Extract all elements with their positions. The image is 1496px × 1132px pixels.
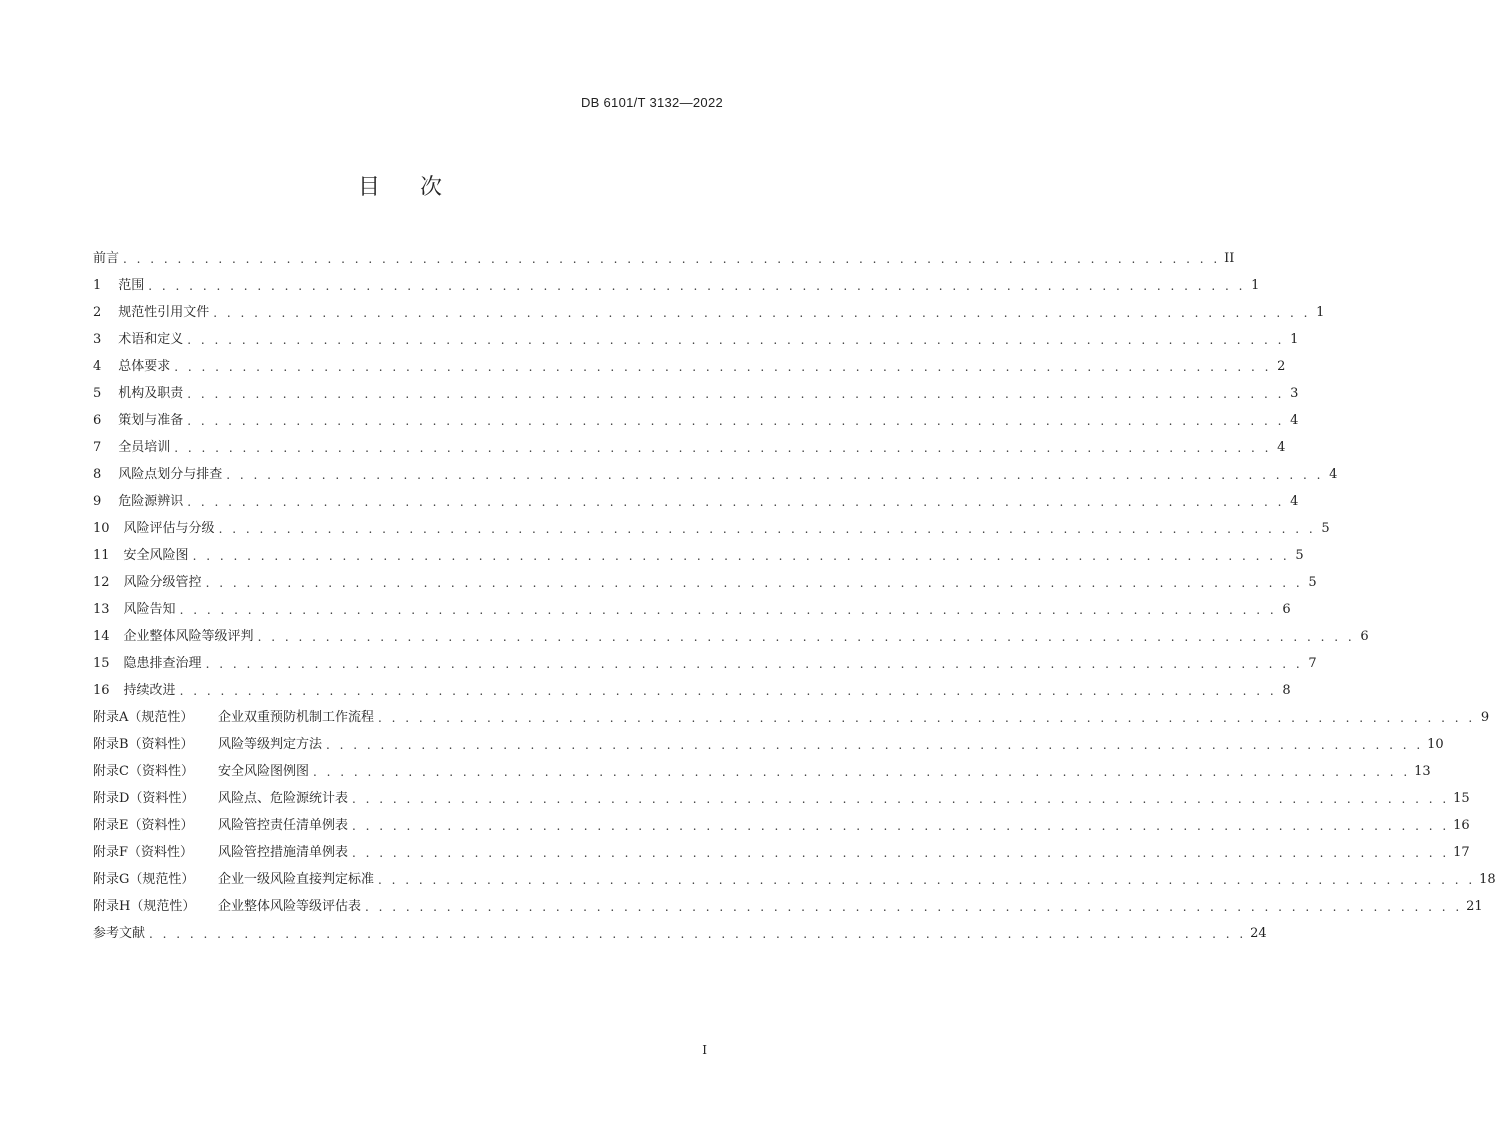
- toc-entry-number: 9: [93, 494, 102, 509]
- toc-leader-dots: . . . . . . . . . . . . . . . . . . . . . . . . . . . . . . . . . . . . . . . . . . . . . . . . . . . . . . . . . . . . . . . . . . . . . . . . . . . . . . . . .: [213, 306, 1311, 320]
- toc-entry-title: 术语和定义: [118, 332, 184, 347]
- toc-entry-title: 风险点、危险源统计表: [218, 791, 349, 806]
- toc-entry-title: 参考文献: [93, 926, 146, 941]
- toc-entry-label: [93, 467, 222, 483]
- toc-entry-label: [93, 683, 176, 699]
- toc-entry-title: 机构及职责: [118, 386, 184, 401]
- toc-entry[interactable]: [93, 672, 1291, 699]
- toc-entry[interactable]: [93, 510, 1330, 537]
- toc-entry-number: 附录H（规范性）: [93, 899, 196, 914]
- toc-entry[interactable]: [93, 321, 1299, 348]
- toc-entry-title: 安全风险图: [123, 548, 189, 563]
- toc-entry-page: 4: [1329, 467, 1338, 482]
- toc-entry[interactable]: [93, 591, 1291, 618]
- toc-entry-title: 安全风险图例图: [218, 764, 310, 779]
- toc-entry-page: 21: [1466, 899, 1483, 914]
- toc-leader-dots: . . . . . . . . . . . . . . . . . . . . . . . . . . . . . . . . . . . . . . . . . . . . . . . . . . . . . . . . . . . . . . . . . . . . . . . . . . . . . . . . .: [352, 792, 1450, 806]
- toc-entry-page: 3: [1290, 386, 1299, 401]
- toc-entry-number: 附录E（资料性）: [93, 818, 194, 833]
- toc-entry-label: [93, 386, 183, 402]
- toc-entry-page: 9: [1480, 710, 1490, 725]
- toc-entry-number: 14: [93, 629, 110, 644]
- toc-entry-page: 4: [1290, 494, 1299, 509]
- toc-entry-number: 16: [93, 683, 110, 698]
- toc-entry-label: [93, 764, 309, 780]
- toc-entry-number: 4: [93, 359, 102, 374]
- toc-entry-label: [93, 872, 374, 888]
- toc-entry-page: 1: [1290, 332, 1299, 347]
- toc-entry-page: 5: [1321, 521, 1330, 536]
- toc-entry-page: 4: [1277, 440, 1286, 455]
- toc-entry[interactable]: [93, 348, 1286, 375]
- toc-entry-page: 5: [1295, 548, 1304, 563]
- toc-leader-dots: . . . . . . . . . . . . . . . . . . . . . . . . . . . . . . . . . . . . . . . . . . . . . . . . . . . . . . . . . . . . . . . . . . . . . . . . . . . . . . . . .: [148, 279, 1246, 293]
- toc-leader-dots: . . . . . . . . . . . . . . . . . . . . . . . . . . . . . . . . . . . . . . . . . . . . . . . . . . . . . . . . . . . . . . . . . . . . . . . . . . . . . . . . .: [218, 522, 1316, 536]
- toc-entry-title: 风险管控措施清单例表: [218, 845, 349, 860]
- toc-entry-title: 规范性引用文件: [118, 305, 210, 320]
- toc-entry-number: 附录C（资料性）: [93, 764, 194, 779]
- toc-entry[interactable]: [93, 564, 1317, 591]
- toc-entry-label: [93, 332, 183, 348]
- toc-entry-label: [93, 305, 209, 321]
- toc-leader-dots: . . . . . . . . . . . . . . . . . . . . . . . . . . . . . . . . . . . . . . . . . . . . . . . . . . . . . . . . . . . . . . . . . . . . . . . . . . . . . . . . .: [179, 603, 1277, 617]
- toc-entry[interactable]: [93, 861, 1496, 888]
- toc-entry-title: 范围: [118, 278, 145, 293]
- toc-entry-title: 企业一级风险直接判定标准: [218, 872, 375, 887]
- toc-entry-label: [93, 710, 374, 726]
- toc-entry-page: 5: [1308, 575, 1317, 590]
- toc-entry-number: 6: [93, 413, 102, 428]
- toc-entry-title: 风险点划分与排查: [118, 467, 223, 482]
- toc-entry[interactable]: [93, 618, 1369, 645]
- toc-entry-number: 11: [93, 548, 110, 563]
- toc-leader-dots: . . . . . . . . . . . . . . . . . . . . . . . . . . . . . . . . . . . . . . . . . . . . . . . . . . . . . . . . . . . . . . . . . . . . . . . . . . . . . . . . .: [174, 441, 1272, 455]
- toc-entry-number: 附录D（资料性）: [93, 791, 195, 806]
- toc-entry-label: [93, 359, 170, 375]
- toc-entry-label: [93, 440, 170, 456]
- toc-entry-title: 隐患排查治理: [123, 656, 202, 671]
- toc-entry[interactable]: [93, 726, 1444, 753]
- toc-leader-dots: . . . . . . . . . . . . . . . . . . . . . . . . . . . . . . . . . . . . . . . . . . . . . . . . . . . . . . . . . . . . . . . . . . . . . . . . . . . . . . . . .: [123, 252, 1221, 266]
- toc-entry-title: 风险等级判定方法: [218, 737, 323, 752]
- toc-entry-page: 1: [1251, 278, 1260, 293]
- toc-entry[interactable]: [93, 834, 1470, 861]
- toc-leader-dots: . . . . . . . . . . . . . . . . . . . . . . . . . . . . . . . . . . . . . . . . . . . . . . . . . . . . . . . . . . . . . . . . . . . . . . . . . . . . . . . . .: [205, 576, 1303, 590]
- toc-entry-label: [93, 845, 348, 861]
- toc-entry[interactable]: [93, 267, 1260, 294]
- toc-entry-label: [93, 791, 348, 807]
- toc-entry-label: [93, 737, 322, 753]
- toc-entry-number: 8: [93, 467, 102, 482]
- toc-entry-title: 策划与准备: [118, 413, 184, 428]
- toc-leader-dots: . . . . . . . . . . . . . . . . . . . . . . . . . . . . . . . . . . . . . . . . . . . . . . . . . . . . . . . . . . . . . . . . . . . . . . . . . . . . . . . . .: [192, 549, 1290, 563]
- title-char-1: 目: [357, 175, 380, 200]
- toc-entry-label: [93, 413, 183, 429]
- toc-leader-dots: . . . . . . . . . . . . . . . . . . . . . . . . . . . . . . . . . . . . . . . . . . . . . . . . . . . . . . . . . . . . . . . . . . . . . . . . . . . . . . . . .: [187, 333, 1285, 347]
- toc-entry-page: 7: [1308, 656, 1317, 671]
- toc-entry-number: 附录F（资料性）: [93, 845, 194, 860]
- toc-entry-title: 企业整体风险等级评判: [123, 629, 254, 644]
- toc-entry[interactable]: [93, 429, 1286, 456]
- toc-entry[interactable]: [93, 483, 1299, 510]
- toc-leader-dots: . . . . . . . . . . . . . . . . . . . . . . . . . . . . . . . . . . . . . . . . . . . . . . . . . . . . . . . . . . . . . . . . . . . . . . . . . . . . . . . . .: [257, 630, 1355, 644]
- toc-entry-page: 10: [1427, 737, 1444, 752]
- toc-entry-number: 3: [93, 332, 102, 347]
- toc-entry-label: [93, 251, 119, 267]
- toc-entry-number: 5: [93, 386, 102, 401]
- toc-leader-dots: . . . . . . . . . . . . . . . . . . . . . . . . . . . . . . . . . . . . . . . . . . . . . . . . . . . . . . . . . . . . . . . . . . . . . . . . . . . . . . . . .: [205, 657, 1303, 671]
- toc-entry-title: 全员培训: [118, 440, 171, 455]
- toc-entry-label: [93, 548, 189, 564]
- toc-entry-title: 企业整体风险等级评估表: [218, 899, 362, 914]
- toc-entry[interactable]: [93, 699, 1490, 726]
- toc-entry-page: II: [1224, 251, 1235, 266]
- toc-entry-page: 18: [1479, 872, 1496, 887]
- page-title: [0, 170, 800, 201]
- toc-entry-page: 13: [1414, 764, 1431, 779]
- toc-entry-number: 1: [93, 278, 102, 293]
- toc-entry-number: 附录G（规范性）: [93, 872, 195, 887]
- page-number: I: [702, 1043, 707, 1057]
- toc-entry-number: 2: [93, 305, 102, 320]
- toc-leader-dots: . . . . . . . . . . . . . . . . . . . . . . . . . . . . . . . . . . . . . . . . . . . . . . . . . . . . . . . . . . . . . . . . . . . . . . . . . . . . . . . . .: [352, 819, 1450, 833]
- toc-entry-page: 2: [1277, 359, 1286, 374]
- toc-leader-dots: . . . . . . . . . . . . . . . . . . . . . . . . . . . . . . . . . . . . . . . . . . . . . . . . . . . . . . . . . . . . . . . . . . . . . . . . . . . . . . . . .: [187, 495, 1285, 509]
- toc-leader-dots: . . . . . . . . . . . . . . . . . . . . . . . . . . . . . . . . . . . . . . . . . . . . . . . . . . . . . . . . . . . . . . . . . . . . . . . . . . . . . . . . .: [226, 468, 1324, 482]
- toc-leader-dots: . . . . . . . . . . . . . . . . . . . . . . . . . . . . . . . . . . . . . . . . . . . . . . . . . . . . . . . . . . . . . . . . . . . . . . . . . . . . . . . . .: [378, 711, 1476, 725]
- toc-entry-number: 10: [93, 521, 110, 536]
- toc-leader-dots: . . . . . . . . . . . . . . . . . . . . . . . . . . . . . . . . . . . . . . . . . . . . . . . . . . . . . . . . . . . . . . . . . . . . . . . . . . . . . . . . .: [174, 360, 1272, 374]
- toc-leader-dots: . . . . . . . . . . . . . . . . . . . . . . . . . . . . . . . . . . . . . . . . . . . . . . . . . . . . . . . . . . . . . . . . . . . . . . . . . . . . . . . . .: [149, 927, 1247, 941]
- toc-entry[interactable]: [93, 915, 1267, 942]
- toc-entry-page: 8: [1282, 683, 1291, 698]
- toc-entry[interactable]: [93, 240, 1235, 267]
- toc-entry-page: 6: [1360, 629, 1369, 644]
- toc-entry-page: 15: [1453, 791, 1470, 806]
- toc-leader-dots: . . . . . . . . . . . . . . . . . . . . . . . . . . . . . . . . . . . . . . . . . . . . . . . . . . . . . . . . . . . . . . . . . . . . . . . . . . . . . . . . .: [313, 765, 1411, 779]
- toc-leader-dots: . . . . . . . . . . . . . . . . . . . . . . . . . . . . . . . . . . . . . . . . . . . . . . . . . . . . . . . . . . . . . . . . . . . . . . . . . . . . . . . . .: [326, 738, 1424, 752]
- toc-entry-number: 7: [93, 440, 102, 455]
- toc-entry-label: [93, 629, 254, 645]
- toc-leader-dots: . . . . . . . . . . . . . . . . . . . . . . . . . . . . . . . . . . . . . . . . . . . . . . . . . . . . . . . . . . . . . . . . . . . . . . . . . . . . . . . . .: [187, 387, 1285, 401]
- toc-entry-page: 17: [1453, 845, 1470, 860]
- toc-entry[interactable]: [93, 375, 1299, 402]
- toc-entry-label: [93, 899, 361, 915]
- toc-entry[interactable]: [93, 780, 1470, 807]
- toc-entry[interactable]: [93, 645, 1317, 672]
- toc-leader-dots: . . . . . . . . . . . . . . . . . . . . . . . . . . . . . . . . . . . . . . . . . . . . . . . . . . . . . . . . . . . . . . . . . . . . . . . . . . . . . . . . .: [352, 846, 1450, 860]
- toc-entry[interactable]: [93, 402, 1299, 429]
- toc-entry-title: 风险管控责任清单例表: [218, 818, 349, 833]
- toc-entry[interactable]: [93, 537, 1304, 564]
- toc-entry-title: 风险告知: [123, 602, 176, 617]
- toc-leader-dots: . . . . . . . . . . . . . . . . . . . . . . . . . . . . . . . . . . . . . . . . . . . . . . . . . . . . . . . . . . . . . . . . . . . . . . . . . . . . . . . . .: [378, 873, 1476, 887]
- toc-entry-number: 15: [93, 656, 110, 671]
- toc-entry-label: [93, 656, 202, 672]
- toc-entry-title: 持续改进: [123, 683, 176, 698]
- toc-entry-title: 企业双重预防机制工作流程: [218, 710, 375, 725]
- toc-entry-page: 16: [1453, 818, 1470, 833]
- toc-entry-title: 总体要求: [118, 359, 171, 374]
- toc-entry-label: [93, 494, 183, 510]
- toc-entry-label: [93, 278, 144, 294]
- toc-leader-dots: . . . . . . . . . . . . . . . . . . . . . . . . . . . . . . . . . . . . . . . . . . . . . . . . . . . . . . . . . . . . . . . . . . . . . . . . . . . . . . . . .: [179, 684, 1277, 698]
- toc-entry[interactable]: [93, 294, 1325, 321]
- toc-entry-title: 前言: [93, 251, 120, 266]
- toc-entry-page: 1: [1316, 305, 1325, 320]
- table-of-contents: [93, 240, 1496, 942]
- toc-entry-number: 附录A（规范性）: [93, 710, 194, 725]
- toc-entry-label: [93, 575, 202, 591]
- toc-entry[interactable]: [93, 807, 1470, 834]
- toc-entry-title: 风险评估与分级: [123, 521, 215, 536]
- toc-leader-dots: . . . . . . . . . . . . . . . . . . . . . . . . . . . . . . . . . . . . . . . . . . . . . . . . . . . . . . . . . . . . . . . . . . . . . . . . . . . . . . . . .: [187, 414, 1285, 428]
- toc-leader-dots: . . . . . . . . . . . . . . . . . . . . . . . . . . . . . . . . . . . . . . . . . . . . . . . . . . . . . . . . . . . . . . . . . . . . . . . . . . . . . . . . .: [365, 900, 1463, 914]
- toc-entry-title: 危险源辨识: [118, 494, 184, 509]
- toc-entry-label: [93, 602, 176, 618]
- standard-code: DB 6101/T 3132—2022: [580, 95, 723, 110]
- toc-entry-title: 风险分级管控: [123, 575, 202, 590]
- toc-entry-page: 6: [1282, 602, 1291, 617]
- toc-entry[interactable]: [93, 888, 1483, 915]
- toc-entry[interactable]: [93, 456, 1338, 483]
- toc-entry[interactable]: [93, 753, 1431, 780]
- title-char-2: 次: [420, 175, 443, 200]
- toc-entry-page: 4: [1290, 413, 1299, 428]
- toc-entry-number: 附录B（资料性）: [93, 737, 194, 752]
- toc-entry-page: 24: [1250, 926, 1267, 941]
- toc-entry-label: [93, 818, 348, 834]
- toc-entry-number: 12: [93, 575, 110, 590]
- toc-entry-label: [93, 521, 215, 537]
- toc-entry-number: 13: [93, 602, 110, 617]
- toc-entry-label: [93, 926, 145, 942]
